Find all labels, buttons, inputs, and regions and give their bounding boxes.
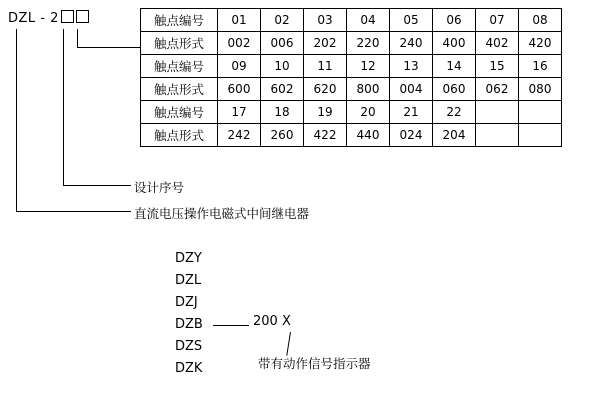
cell: 05 [390, 9, 433, 32]
cell: 17 [218, 101, 261, 124]
indicator-note: 带有动作信号指示器 [258, 356, 371, 371]
series-item-dzk: DZK [175, 361, 203, 376]
cell: 204 [433, 124, 476, 147]
cell: 602 [261, 78, 304, 101]
row-label: 触点形式 [141, 78, 218, 101]
cell: 08 [519, 9, 562, 32]
cell: 402 [476, 32, 519, 55]
table-row [141, 124, 562, 147]
series-suffix: 200 X [253, 314, 291, 329]
leader-line-box1-horizontal [63, 185, 131, 186]
leader-line-box1-vertical [63, 29, 64, 185]
cell: 422 [304, 124, 347, 147]
table-row [141, 9, 562, 32]
cell: 07 [476, 9, 519, 32]
contact-table-wrap [140, 8, 562, 147]
cell-empty [476, 124, 519, 147]
cell: 16 [519, 55, 562, 78]
cell: 004 [390, 78, 433, 101]
cell: 006 [261, 32, 304, 55]
cell: 18 [261, 101, 304, 124]
series-item-dzy: DZY [175, 251, 202, 266]
row-label: 触点编号 [141, 9, 218, 32]
cell: 02 [261, 9, 304, 32]
cell: 12 [347, 55, 390, 78]
series-item-dzj: DZJ [175, 295, 198, 310]
cell: 15 [476, 55, 519, 78]
cell: 060 [433, 78, 476, 101]
cell: 22 [433, 101, 476, 124]
cell: 09 [218, 55, 261, 78]
cell: 14 [433, 55, 476, 78]
cell: 800 [347, 78, 390, 101]
row-label: 触点编号 [141, 55, 218, 78]
cell: 062 [476, 78, 519, 101]
cell-empty [476, 101, 519, 124]
leader-line-name-vertical [16, 29, 17, 211]
cell: 440 [347, 124, 390, 147]
cell: 240 [390, 32, 433, 55]
series-list [175, 248, 203, 380]
cell: 20 [347, 101, 390, 124]
annotation-product-name: 直流电压操作电磁式中间继电器 [134, 206, 310, 221]
cell: 10 [261, 55, 304, 78]
cell: 19 [304, 101, 347, 124]
cell: 220 [347, 32, 390, 55]
contact-table [140, 8, 562, 147]
leader-line-box2-horizontal [77, 47, 140, 48]
cell: 04 [347, 9, 390, 32]
cell: 080 [519, 78, 562, 101]
leader-line-indicator [286, 332, 291, 356]
series-item-dzl: DZL [175, 273, 202, 288]
table-row [141, 78, 562, 101]
cell: 024 [390, 124, 433, 147]
model-code-prefix: DZL - 2 [8, 11, 59, 26]
cell: 260 [261, 124, 304, 147]
row-label: 触点形式 [141, 32, 218, 55]
cell: 01 [218, 9, 261, 32]
cell: 600 [218, 78, 261, 101]
cell: 002 [218, 32, 261, 55]
cell: 620 [304, 78, 347, 101]
cell: 242 [218, 124, 261, 147]
row-label: 触点形式 [141, 124, 218, 147]
table-row [141, 32, 562, 55]
cell-empty [519, 101, 562, 124]
series-item-dzs: DZS [175, 339, 203, 354]
cell-empty [519, 124, 562, 147]
cell: 03 [304, 9, 347, 32]
cell: 06 [433, 9, 476, 32]
table-row [141, 101, 562, 124]
model-code-box-2 [76, 10, 89, 23]
contact-table-body [141, 9, 562, 147]
cell: 13 [390, 55, 433, 78]
cell: 420 [519, 32, 562, 55]
cell: 400 [433, 32, 476, 55]
leader-line-dzb-horizontal [213, 325, 249, 326]
leader-line-name-horizontal [16, 211, 131, 212]
model-code [8, 10, 89, 26]
leader-line-box2-vertical [77, 29, 78, 47]
cell: 11 [304, 55, 347, 78]
cell: 21 [390, 101, 433, 124]
series-item-dzb: DZB [175, 317, 203, 332]
row-label: 触点编号 [141, 101, 218, 124]
table-row [141, 55, 562, 78]
model-code-box-1 [61, 10, 74, 23]
cell: 202 [304, 32, 347, 55]
annotation-design-series: 设计序号 [134, 180, 185, 195]
